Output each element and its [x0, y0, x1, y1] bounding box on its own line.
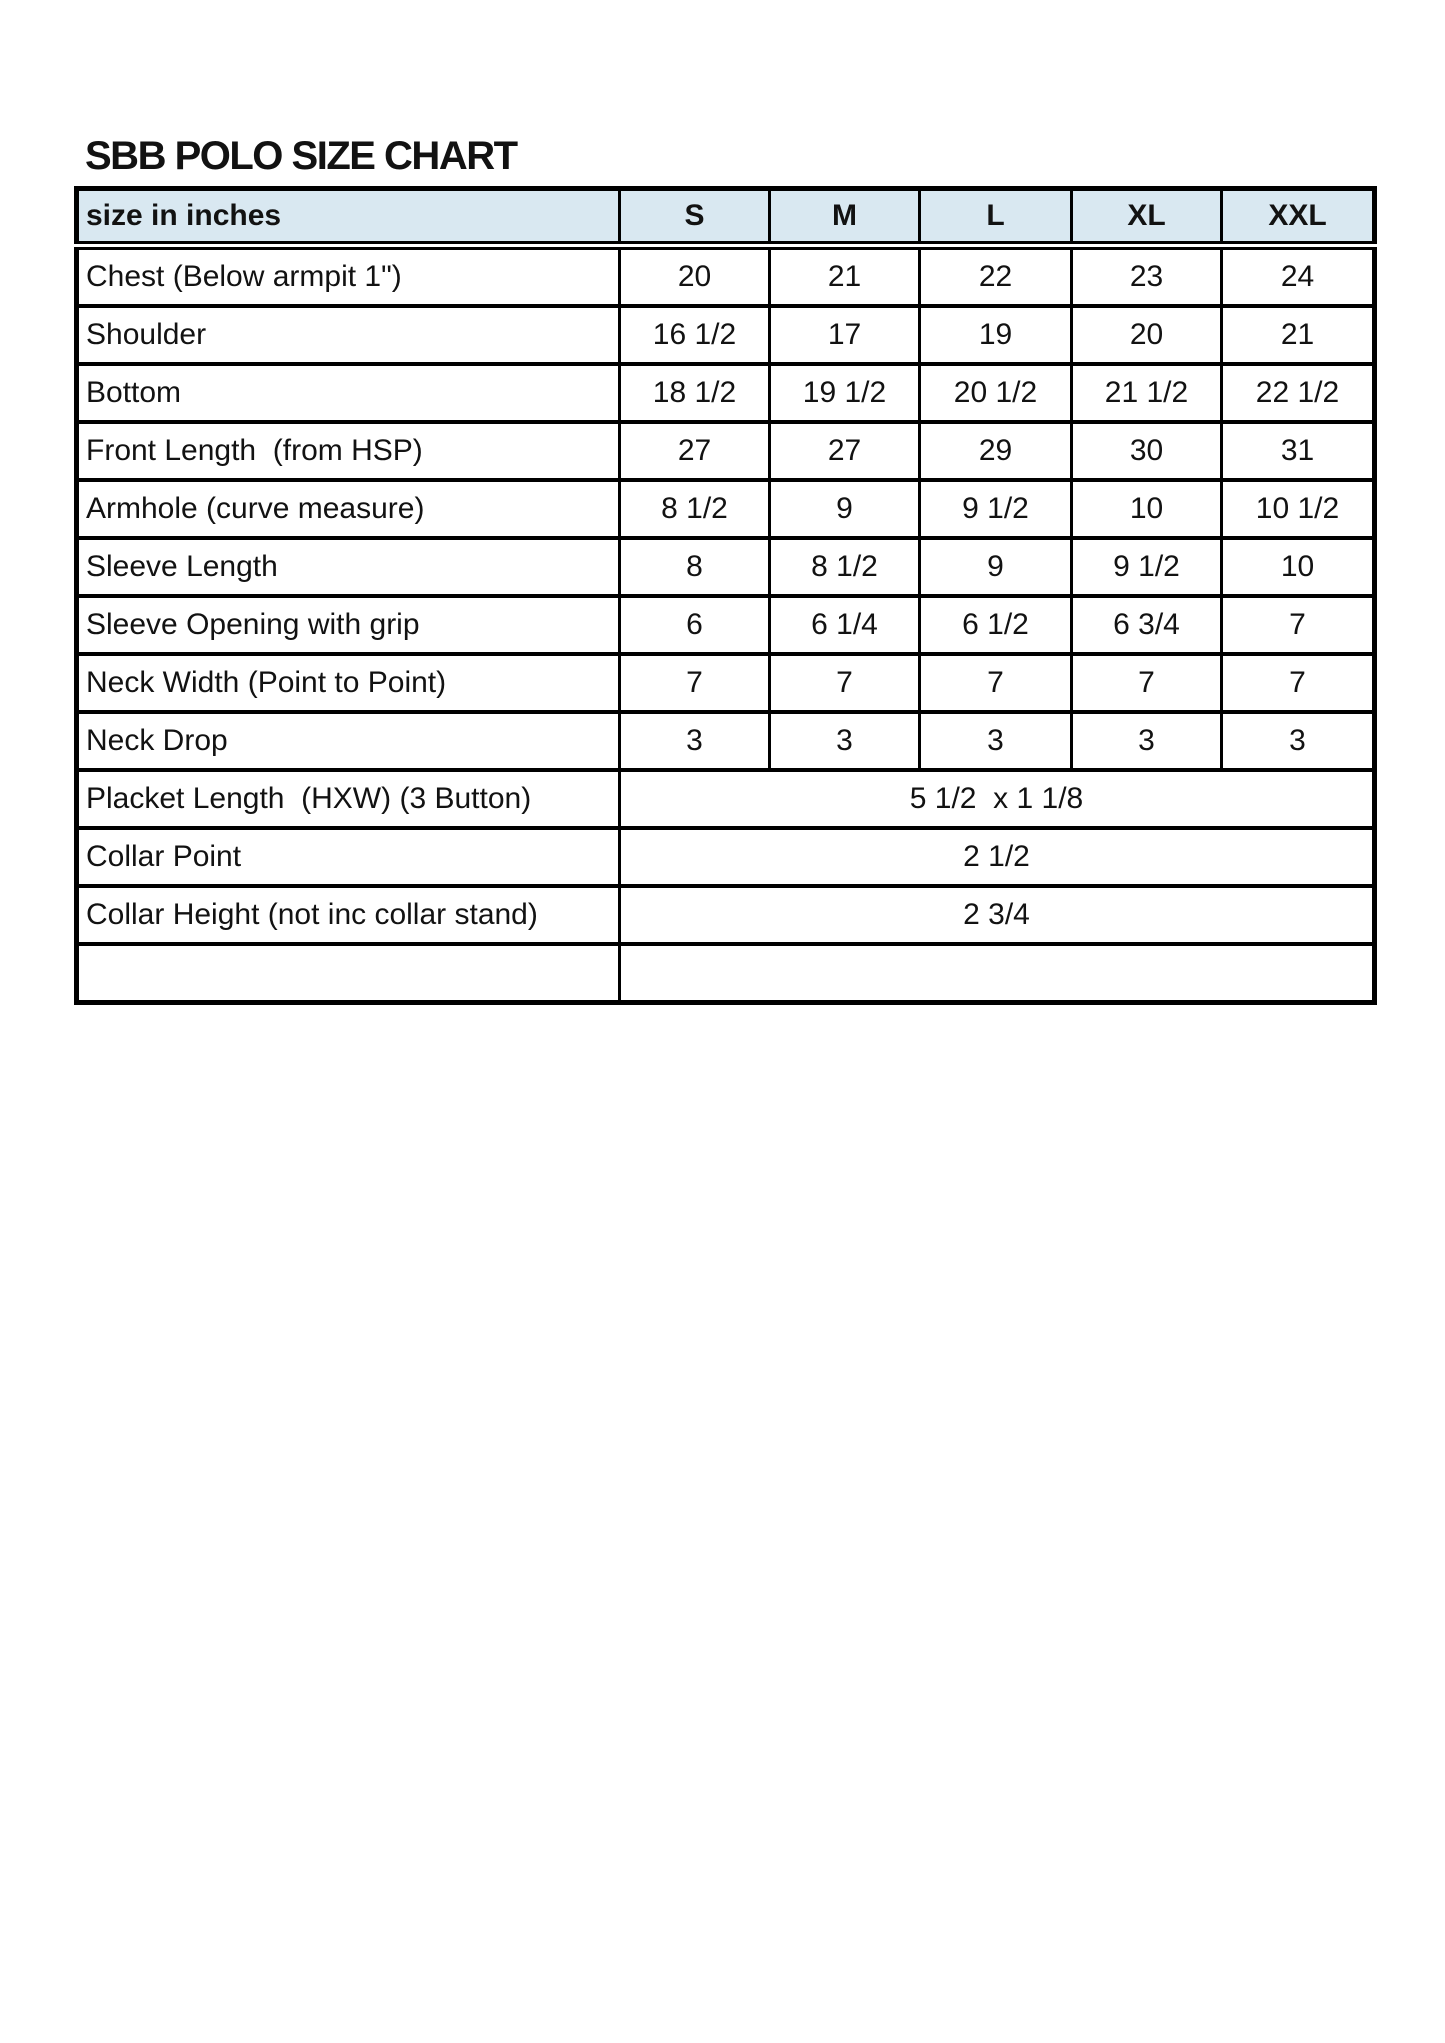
table-row [77, 886, 1375, 944]
header-col-l: L [920, 189, 1072, 246]
table-row [77, 246, 1375, 307]
size-value-cell: 3 [620, 712, 770, 770]
table-row [77, 306, 1375, 364]
size-value-cell: 17 [770, 306, 920, 364]
size-value-cell: 7 [1222, 596, 1375, 654]
size-value-cell: 22 1/2 [1222, 364, 1375, 422]
size-value-cell: 6 1/4 [770, 596, 920, 654]
header-size-in-inches: size in inches [77, 189, 620, 246]
merged-value-cell: 5 1/2 x 1 1/8 [620, 770, 1375, 828]
size-value-cell: 21 [770, 246, 920, 307]
size-value-cell: 30 [1072, 422, 1222, 480]
size-value-cell: 22 [920, 246, 1072, 307]
size-value-cell: 31 [1222, 422, 1375, 480]
table-row [77, 712, 1375, 770]
size-value-cell: 10 [1072, 480, 1222, 538]
row-label: Shoulder [77, 306, 620, 364]
row-label: Bottom [77, 364, 620, 422]
size-value-cell: 10 [1222, 538, 1375, 596]
size-value-cell: 7 [920, 654, 1072, 712]
header-col-xxl: XXL [1222, 189, 1375, 246]
size-value-cell: 3 [1072, 712, 1222, 770]
size-value-cell: 18 1/2 [620, 364, 770, 422]
row-label: Sleeve Opening with grip [77, 596, 620, 654]
row-label: Neck Drop [77, 712, 620, 770]
size-value-cell: 6 [620, 596, 770, 654]
table-row [77, 538, 1375, 596]
size-value-cell: 9 1/2 [920, 480, 1072, 538]
header-col-m: M [770, 189, 920, 246]
size-value-cell: 16 1/2 [620, 306, 770, 364]
size-value-cell: 19 [920, 306, 1072, 364]
size-value-cell: 3 [920, 712, 1072, 770]
size-value-cell: 10 1/2 [1222, 480, 1375, 538]
merged-value-cell: 2 3/4 [620, 886, 1375, 944]
size-value-cell: 20 [620, 246, 770, 307]
size-value-cell: 21 [1222, 306, 1375, 364]
size-value-cell: 29 [920, 422, 1072, 480]
merged-value-cell [620, 944, 1375, 1003]
table-row [77, 364, 1375, 422]
row-label: Sleeve Length [77, 538, 620, 596]
size-value-cell: 6 3/4 [1072, 596, 1222, 654]
table-row [77, 422, 1375, 480]
header-col-xl: XL [1072, 189, 1222, 246]
row-label: Front Length (from HSP) [77, 422, 620, 480]
table-row [77, 596, 1375, 654]
size-value-cell: 20 1/2 [920, 364, 1072, 422]
size-value-cell: 21 1/2 [1072, 364, 1222, 422]
size-chart-body [77, 246, 1375, 1003]
row-label: Collar Height (not inc collar stand) [77, 886, 620, 944]
size-value-cell: 27 [620, 422, 770, 480]
table-row [77, 828, 1375, 886]
row-label: Neck Width (Point to Point) [77, 654, 620, 712]
row-label: Chest (Below armpit 1") [77, 246, 620, 307]
size-chart-table [74, 186, 1377, 1005]
row-label: Placket Length (HXW) (3 Button) [77, 770, 620, 828]
size-value-cell: 20 [1072, 306, 1222, 364]
header-row [77, 189, 1375, 246]
size-value-cell: 19 1/2 [770, 364, 920, 422]
size-value-cell: 8 [620, 538, 770, 596]
size-value-cell: 27 [770, 422, 920, 480]
size-value-cell: 9 [920, 538, 1072, 596]
row-label: Armhole (curve measure) [77, 480, 620, 538]
table-row [77, 654, 1375, 712]
size-value-cell: 24 [1222, 246, 1375, 307]
size-value-cell: 9 [770, 480, 920, 538]
size-value-cell: 7 [1072, 654, 1222, 712]
merged-value-cell: 2 1/2 [620, 828, 1375, 886]
size-value-cell: 3 [1222, 712, 1375, 770]
size-value-cell: 7 [1222, 654, 1375, 712]
table-row [77, 944, 1375, 1003]
table-row [77, 770, 1375, 828]
row-label: Collar Point [77, 828, 620, 886]
header-col-s: S [620, 189, 770, 246]
size-value-cell: 8 1/2 [770, 538, 920, 596]
page-title: SBB POLO SIZE CHART [85, 134, 517, 178]
size-value-cell: 9 1/2 [1072, 538, 1222, 596]
size-value-cell: 8 1/2 [620, 480, 770, 538]
size-value-cell: 6 1/2 [920, 596, 1072, 654]
size-value-cell: 7 [770, 654, 920, 712]
size-value-cell: 3 [770, 712, 920, 770]
size-value-cell: 7 [620, 654, 770, 712]
row-label [77, 944, 620, 1003]
table-row [77, 480, 1375, 538]
size-value-cell: 23 [1072, 246, 1222, 307]
